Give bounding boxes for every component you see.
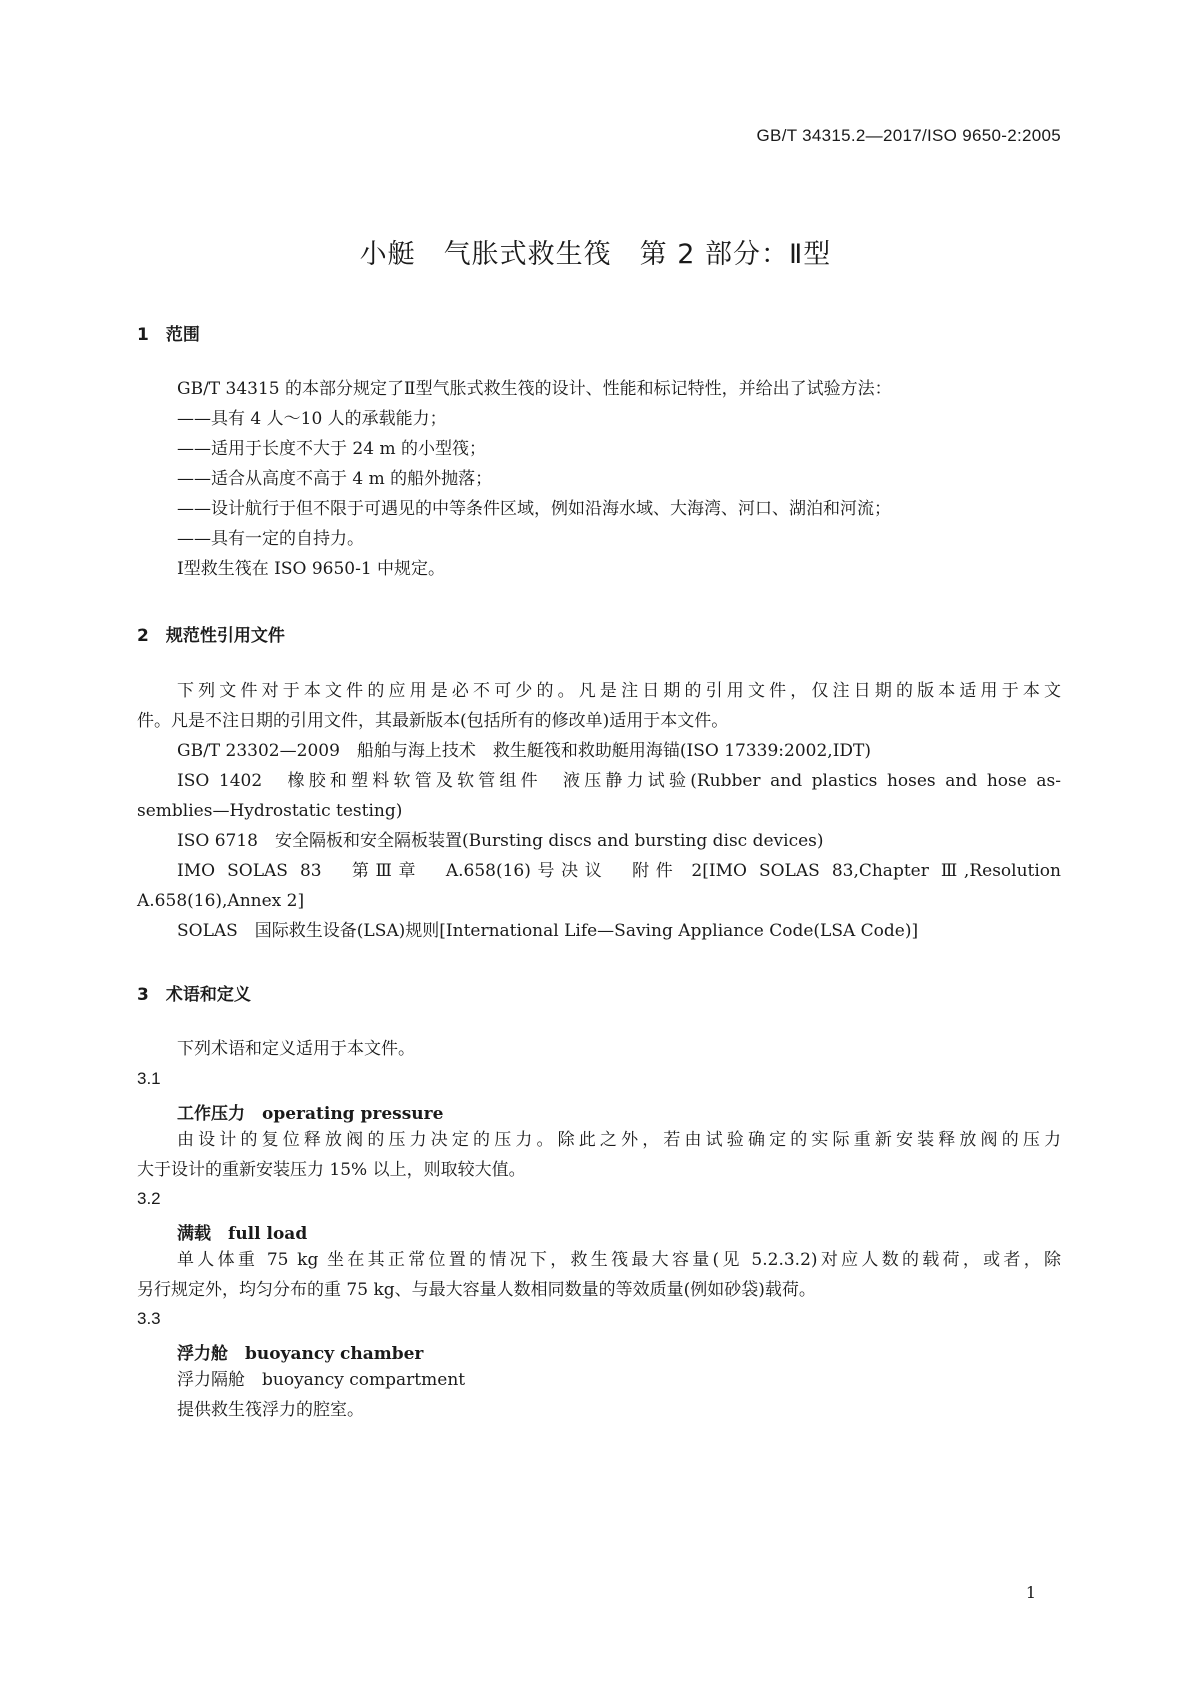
- document-title: 小艇 气胀式救生筏 第 2 部分：Ⅱ型: [359, 239, 832, 270]
- reference-item: ISO 6718 安全隔板和安全隔板装置(Bursting discs and bursting disc devices): [177, 831, 824, 851]
- normative-intro-line: 下列文件对于本文件的应用是必不可少的。凡是注日期的引用文件，仅注日期的版本适用于本文: [177, 681, 1061, 701]
- scope-line: ——具有一定的自持力。: [177, 529, 364, 549]
- reference-item-continuation: semblies—Hydrostatic testing): [137, 801, 403, 821]
- term-alternate: 浮力隔舱 buoyancy compartment: [177, 1370, 466, 1390]
- reference-item: GB/T 23302—2009 船舶与海上技术 救生艇筏和救助艇用海锚(ISO 17339:2002,IDT): [177, 741, 872, 761]
- reference-item-continuation: A.658(16),Annex 2]: [137, 891, 305, 911]
- reference-item: SOLAS 国际救生设备(LSA)规则[International Life—Saving Appliance Code(LSA Code)]: [177, 921, 919, 941]
- section-2-heading: 2 规范性引用文件: [137, 626, 285, 646]
- scope-line: GB/T 34315 的本部分规定了Ⅱ型气胀式救生筏的设计、性能和标记特性，并给出了试验方法：: [177, 379, 892, 399]
- scope-line: ——具有 4 人～10 人的承载能力；: [177, 409, 447, 429]
- term-number: 3.2: [137, 1189, 161, 1208]
- term-title: 满载 full load: [177, 1224, 308, 1244]
- term-definition: 由设计的复位释放阀的压力决定的压力。除此之外，若由试验确定的实际重新安装释放阀的压力: [177, 1130, 1061, 1150]
- scope-line: ——适用于长度不大于 24 m 的小型筏；: [177, 439, 486, 459]
- term-title: 工作压力 operating pressure: [177, 1104, 444, 1124]
- reference-item: ISO 1402 橡胶和塑料软管及软管组件 液压静力试验(Rubber and plastics hoses and hose as-: [177, 771, 1061, 791]
- normative-intro-line: 件。凡是不注日期的引用文件，其最新版本(包括所有的修改单)适用于本文件。: [137, 711, 729, 731]
- terms-intro: 下列术语和定义适用于本文件。: [177, 1039, 415, 1059]
- scope-line: Ⅰ型救生筏在 ISO 9650-1 中规定。: [177, 559, 446, 579]
- term-definition: 单人体重 75 kg 坐在其正常位置的情况下，救生筏最大容量(见 5.2.3.2)对应人数的载荷，或者，除: [177, 1250, 1061, 1270]
- standard-code-header: GB/T 34315.2—2017/ISO 9650-2:2005: [756, 126, 1061, 145]
- term-title: 浮力舱 buoyancy chamber: [177, 1344, 424, 1364]
- page-number: 1: [1025, 1583, 1036, 1602]
- scope-line: ——适合从高度不高于 4 m 的船外抛落；: [177, 469, 493, 489]
- term-number: 3.1: [137, 1069, 161, 1088]
- term-definition: 大于设计的重新安装压力 15% 以上，则取较大值。: [137, 1160, 526, 1180]
- section-3-heading: 3 术语和定义: [137, 985, 251, 1005]
- term-definition: 提供救生筏浮力的腔室。: [177, 1400, 364, 1420]
- section-1-heading: 1 范围: [137, 325, 200, 345]
- term-number: 3.3: [137, 1309, 161, 1328]
- scope-line: ——设计航行于但不限于可遇见的中等条件区域，例如沿海水域、大海湾、河口、湖泊和河流；: [177, 499, 891, 519]
- reference-item: IMO SOLAS 83 第Ⅲ章 A.658(16)号决议 附件 2[IMO SOLAS 83,Chapter Ⅲ,Resolution: [177, 861, 1061, 881]
- term-definition: 另行规定外，均匀分布的重 75 kg、与最大容量人数相同数量的等效质量(例如砂袋)载荷。: [137, 1280, 816, 1300]
